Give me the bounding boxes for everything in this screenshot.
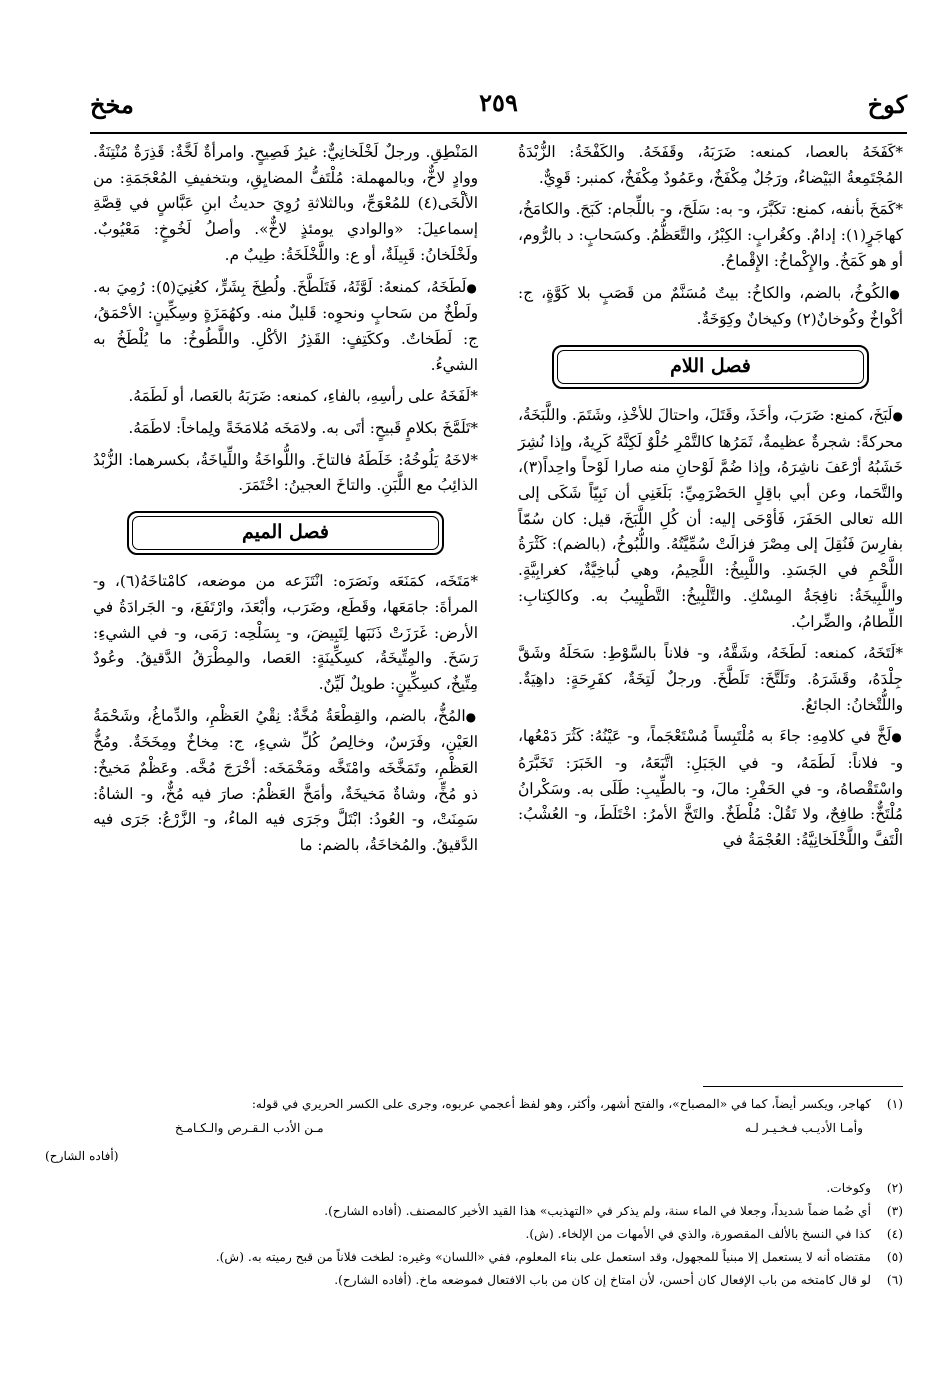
entry-lakhahu: * لاخَهُ يَلُوخُهُ: خَلَطَهُ فالتاخَ. واللُّواخَةُ واللِّياخَةُ، بكسرهما: الزُّبْدُ الذائِبُ مع اللَّبَنِ. والتاخَ العجينُ: اخْتَمَرَ. — [93, 448, 478, 499]
header-left-keyword: مخخ — [90, 90, 134, 119]
footnote-number: (٥) — [886, 1250, 903, 1264]
entry-labakha: ● لَبَخَ، كمنع: ضَرَبَ، وأخَذَ، وقَتَلَ، واحتالَ للأخْذِ، وشَتَمَ. واللَّبَخَةُ، محركةً: شجرةٌ عظيمةٌ، ثَمَرُها كالتَّمْرِ حُلْوٌ لَكِنَّهُ كَرِيهٌ، وإذا نُشِرَ خَشَبُهُ أرْعَفَ ناشِرَهُ، وإذا ضُمَّ لَوْحانِ منه صارا لَوْحاً واحِداً(٣)، والتَّحَما، وعن أبي باقِلٍ الحَضْرَمِيِّ: بَلَغَنِي أن نَبِيّاً شَكَى إلى الله تعالى الحَفَرَ، فَأوْحَى إليه: أن كُلِ اللَّبَخَ، قيل: كان سُمّاً بفارِسَ فَنُقِلَ إلى مِصْرَ فزالَتْ سُمِّيَّتُهُ. واللُّبُوخُ، (بالضم): كَثْرَةُ اللَّحْمِ في الجَسَدِ. واللَّبِيخُ: اللَّحِيمُ، وهي لُباخِيَّةٌ، كغرابِيَّةٍ. واللَّبِيخَةُ: نافِجَةُ المِسْكِ. والتَّلْبِيخُ: التَّطْيِيبُ به. وكالكِتابِ: اللِّطامُ، والضِّرابُ. — [518, 403, 903, 635]
entry-lakha: ● لَخَّ في كلامِهِ: جاءَ به مُلْتَبِساً مُسْتَعْجَماً، و- عَيْنُهُ: كَثُرَ دَمْعُها، و- فلاناً: لَطَمَهُ، و- في الجَبَلِ: اتَّبَعَهُ، و- الخَبَرَ: تَخَبَّرَهُ واسْتَقْصاهُ، و- في الحَفْرِ: مالَ، و- بالطِّيبِ: طَلَى به. وسَكْرانُ مُلْتَخٌّ: طافِحٌ، ولا تَقُلْ: مُلْطَخٌ. والتَخَّ الأمرُ: اخْتَلَطَ، و- العُشْبُ: الْتَفَّ واللَّخْلَخانِيَّةُ: العُجْمَةُ في — [518, 724, 903, 854]
footnote-text: وكوخات. — [826, 1181, 871, 1195]
page-header — [90, 86, 907, 134]
section-title-lam-text: فصل اللام — [670, 355, 751, 378]
entry-lakha-continued: المَنْطِقِ. ورجلٌ لَخْلَخانِيٌّ: غيرُ فَصِيحٍ. وامرأةٌ لَخَّةٌ: قَذِرَةٌ مُنْتِنَةٌ. ووادٍ لاخٌّ، وبالمهملة: مُلْتَفُّ المضايِقِ، وبتخفيفِ المُعْجَمَةِ: من الألْخَى(٤) للمُعْوَجِّ، وبالثلاثةِ رُوِيَ حديثُ ابنِ عَبَّاسٍ في قِصَّةِ إسماعيلَ: «والوادي يومئذٍ لاخٌّ». وأصلُ لَخُوخٍ: مَعْيُوبٌ. ولَخْلَخانُ: قَبِيلَةٌ، أو ع: واللَّخْلَخَةُ: طِيبٌ م. — [93, 143, 478, 264]
verse-second-hemistich: مـن الأدب الـقـرص والـكـامـخ — [175, 1121, 324, 1135]
footnote-verse — [175, 1118, 863, 1138]
entry-lafakha: * لَفَخَهُ على رأسِهِ، بالفاءِ، كمنعه: ضَرَبَهُ بالعَصا، أو لَطَمَهُ. — [93, 384, 478, 410]
footnote-6 — [45, 1270, 903, 1290]
section-title-mim — [127, 511, 444, 555]
entry-latakha: * لَتَخَهُ، كمنعه: لَطَخَهُ، وشَقَّهُ، و- فلاناً بالسَّوْطِ: سَحَلَهُ وشَقَّ جِلْدَهُ، وقَشَرَهُ. وتَلَتَّخَ: تَلَطَّخَ. ورجلٌ لَتِخَةٌ، كفَرِحَةٍ: داهِيَةٌ. واللُّتْخانُ: الجائعُ. — [518, 641, 903, 718]
header-right-keyword: كوخ — [867, 90, 907, 119]
footnote-2 — [45, 1178, 903, 1198]
section-title-lam — [552, 345, 869, 389]
footnote-number: (٦) — [886, 1273, 903, 1287]
entry-kukh: ● الكُوخُ، بالضم، والكاخُ: بيتٌ مُسَنَّمٌ من قَصَبٍ بلا كَوَّةٍ، ج: أكْواخٌ وكُوخانٌ(٢) وكيخانٌ وكِوَخَةٌ. — [518, 281, 903, 333]
footnote-3 — [45, 1201, 903, 1221]
footnote-text: مقتضاه أنه لا يستعمل إلا مبنياً للمجهول، وقد استعمل على بناء المعلوم، ففي «اللسان» وغيره: لطخت فلاناً من قبح رميته به. (ش). — [215, 1250, 871, 1264]
footnote-5 — [45, 1247, 903, 1267]
verse-first-hemistich: وأمـا الأديـب فـخـيـر لـه — [744, 1121, 863, 1135]
footnote-separator — [703, 1086, 903, 1087]
entry-kafakha: * كَفَخَهُ بالعصا، كمنعه: ضَرَبَهُ، وقَفَخَهُ. والكَفْخَةُ: الزُّبْدَةُ المُجْتَمِعةُ البَيْضاءُ، ورَجُلٌ مِكْفَخٌ، وعَمُودٌ مِكْفَخٌ، كمنبر: قَوِيٌّ. — [518, 140, 903, 191]
footnote-text: كهاجر، ويكسر أيضاً، كما في «المصباح»، والفتح أشهر، وأكثر، وهو لفظ أعجمي عربوه، وجرى على الكسر الحريري في قوله: — [251, 1097, 871, 1111]
footnote-4 — [45, 1224, 903, 1244]
entry-mukh: ● المُخُّ، بالضم، والقِطْعَةُ مُخَّةٌ: نِقْيُ العَظْمِ، والدِّماغُ، وشَحْمَةُ العَيْنِ، وفَرَسٌ، وخالِصُ كُلِّ شيءٍ، ج: مِخاخٌ ومِخَخَةٌ. ومُخُّ العَظْمِ، وتَمَخَّخَه وامْتَخَّه ومَخْمَخَه: أخْرَجَ مُخَّه. وعَظْمٌ مَخيخٌ: ذو مُخٍّ، وشاةٌ مَخيخَةٌ، وأمَخَّ العَظْمُ: صارَ فيه مُخٌّ، و- الشاةُ: سَمِنَتْ، و- العُودُ: ابْتَلَّ وجَرَى فيه الماءُ، و- الزَّرْعُ: جَرَى فيه الدَّقيقُ. والمُخاخَةُ، بالضم: ما — [93, 704, 478, 859]
entry-matakha: * مَتَخَه، كمَنَعَه ونَصَرَه: انْتَزَعه من موضعه، كامْتاخَهُ(٦)، و- المرأةَ: جامَعَها، وقَطَع، وضَرَب، وأبْعَدَ، وارْتَفَعَ، و- الجَرادَةُ في الأرض: غَرَزَتْ ذَنَبَها لِتَبِيضَ، و- بِسَلْحِه: رَمَى، و- في الشيءِ: رَسَخَ. والمِتِّيخَةُ، كسِكِّينَةٍ: العَصا، والمِطْرَقُ الدَّقيقُ. وعُودٌ مِتِّيخٌ، كسِكِّينٍ: طويلٌ لَيِّنٌ. — [93, 569, 478, 698]
section-title-mim-text: فصل الميم — [242, 521, 329, 544]
footnote-number: (١) — [886, 1097, 903, 1111]
footnote-number: (٢) — [886, 1181, 903, 1195]
footnote-number: (٣) — [886, 1204, 903, 1218]
footnote-text: أي ضُما ضماً شديداً، وجعلا في الماء سنة، ولم يذكر في «التهذيب» هذا القيد الأخير كالمصنف. (أفاده الشارح). — [324, 1204, 871, 1218]
page-number: ٢٥٩ — [479, 88, 518, 117]
entry-talammakha: * تَلَمَّخَ بكلامٍ قَبيحٍ: أتَى به. ولامَخَه مُلامَخَةً ولِماخاً: لاطَمَهُ. — [93, 416, 478, 442]
right-column — [518, 140, 903, 860]
footnote-text: كذا في النسخ بالألف المقصورة، والذي في الأمهات من الإلخاء. (ش). — [525, 1227, 871, 1241]
entry-kamakha: * كَمَخَ بأنفه، كمنع: تكَبَّرَ، و- به: سَلَحَ، و- باللِّجام: كَبَحَ. والكامَخُ، كهاجَرٍ(١): إدامٌ. وكغُرابٍ: الكِبْرُ، والتَّعَظُّمُ. وكسَحابٍ: د بالرُّوم، أو هو كَمَخُ. والإِكْماخُ: الإِقْماحُ. — [518, 197, 903, 274]
footnote-1 — [45, 1094, 903, 1114]
footnotes — [45, 1094, 903, 1293]
entry-latakha-2: ● لَطَخَهُ، كمنعهُ: لَوَّثَهُ، فَتَلَطَّخَ. ولُطِخَ بِشَرٍّ، كعُنِيَ(٥): رُمِيَ به. ولَطْخٌ من سَحابٍ ونحوِه: قَليلٌ منه. وكهُمَزَةٍ وسِكِّينٍ: الأحْمَقُ، ج: لَطَخاتٌ. وككَتِفٍ: القَذِرُ الأكْلِ. واللَّطُوخُ: ما يُلْطَخُ به الشيءُ. — [93, 275, 478, 379]
footnote-credit: (أفاده الشارح) — [45, 1149, 119, 1163]
footnote-text: لو قال كامتخه من باب الإفعال كان أحسن، لأن امتاخ إن كان من باب الافتعال فموضعه ماخ. (أفاده الشارح). — [334, 1273, 871, 1287]
left-column — [93, 140, 478, 865]
footnote-number: (٤) — [886, 1227, 903, 1241]
